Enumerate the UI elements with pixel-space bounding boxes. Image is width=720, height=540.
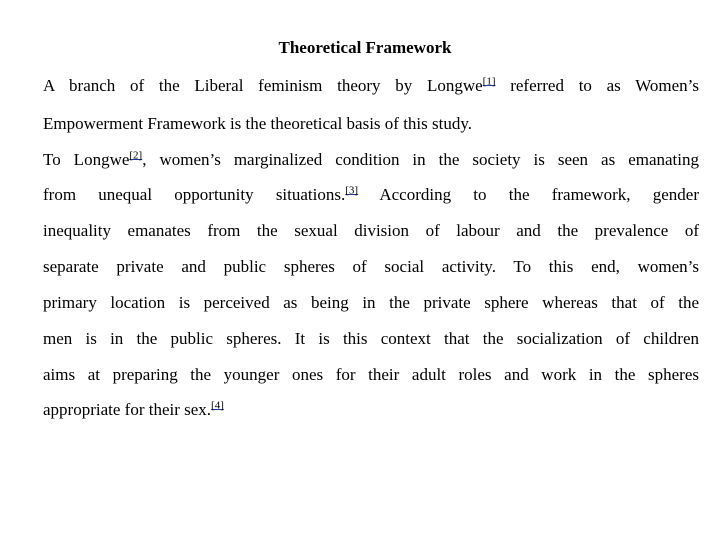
paragraph-2-line-2 bbox=[43, 183, 699, 207]
text-run: appropriate for their sex. bbox=[43, 400, 212, 419]
text-run: To Longwe bbox=[43, 150, 130, 169]
paragraph-2-line-3: inequality emanates from the sexual division of labour and the prevalence of bbox=[43, 221, 699, 240]
citation-link-4[interactable]: [4] bbox=[211, 399, 224, 412]
text-run: A branch of the Liberal feminism theory by Longwe bbox=[43, 76, 483, 95]
paragraph-2-line-4: separate private and public spheres of social activity. To this end, women’s bbox=[43, 257, 699, 276]
citation-link-2[interactable]: [2] bbox=[129, 149, 143, 162]
citation-link-1[interactable]: [1] bbox=[482, 75, 496, 88]
text-run: referred to as Women’s bbox=[495, 76, 699, 95]
paragraph-2-line-5: primary location is perceived as being in the private sphere whereas that of the bbox=[43, 293, 699, 312]
text-run: According to the framework, gender bbox=[358, 185, 700, 204]
text-run: from unequal opportunity situations. bbox=[43, 185, 346, 204]
paragraph-2-line-7: aims at preparing the younger ones for their adult roles and work in the spheres bbox=[43, 365, 699, 384]
paragraph-2-line-8 bbox=[43, 398, 699, 422]
page-title: Theoretical Framework bbox=[278, 38, 452, 57]
text-run: , women’s marginalized condition in the society is seen as emanating bbox=[142, 150, 699, 169]
paragraph-1-line-1 bbox=[43, 74, 699, 98]
paragraph-2-line-1 bbox=[43, 148, 699, 172]
paragraph-1-line-2: Empowerment Framework is the theoretical basis of this study. bbox=[43, 114, 473, 133]
paragraph-2-line-6: men is in the public spheres. It is this context that the socialization of children bbox=[43, 329, 699, 348]
citation-link-3[interactable]: [3] bbox=[345, 184, 359, 197]
